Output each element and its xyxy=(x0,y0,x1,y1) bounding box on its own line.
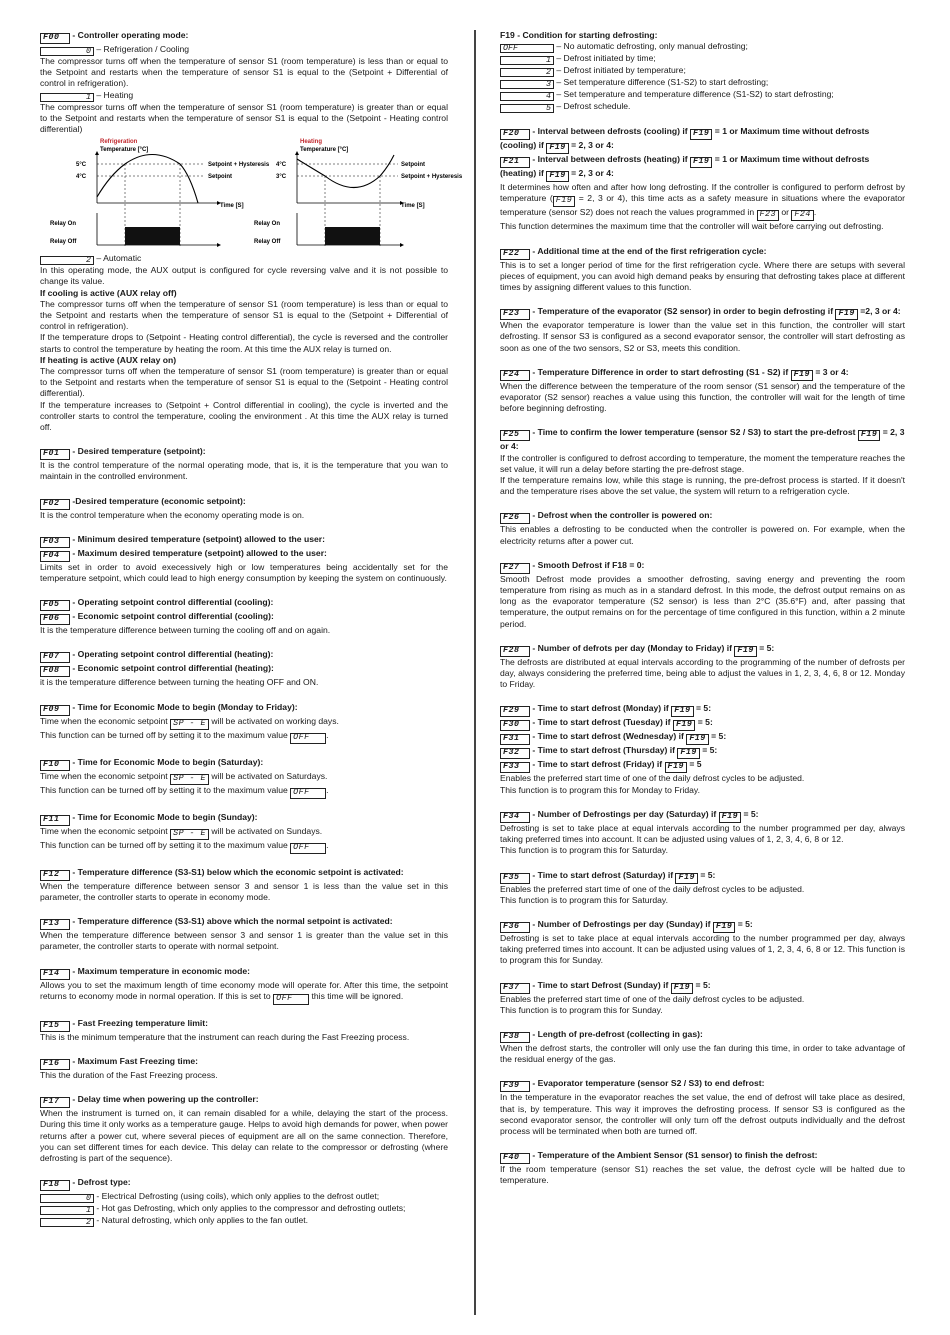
param-code: F01 xyxy=(40,449,70,460)
section-f18 xyxy=(40,1177,448,1227)
param-code: F11 xyxy=(40,815,70,826)
section-title: - Smooth Defrost if F18 = 0: xyxy=(532,559,645,570)
section-title: = 2, 3 or 4: xyxy=(571,168,614,179)
param-code: F19 xyxy=(690,157,712,168)
param-code: F19 xyxy=(734,646,756,657)
label-setpoint: Setpoint xyxy=(208,174,232,181)
section-f35 xyxy=(500,870,905,906)
section-title: = 5: xyxy=(697,717,713,728)
text: Time when the economic setpoint xyxy=(40,715,168,726)
paragraph: It is the control temperature when the economy operating mode is on. xyxy=(40,509,305,520)
section-f07 xyxy=(40,649,448,688)
text: Time when the economic setpoint xyxy=(40,825,168,836)
option-value: 1 xyxy=(40,93,94,102)
paragraph: Enables the preferred start time of one of the daily defrost cycles to be adjusted. xyxy=(500,773,805,784)
paragraph: When the instrument is turned on, it can remain disabled for a while, delaying the start of the process. During this time it only works as a temperature gauge. Helps to avoid high demands for power, when power returns after a power cut, where several pieces of equipment are all on the same connection. Therefore, you can set different times for each device. This delay can relate to the compressor or defrosting (where defrosting is part of the sequence). xyxy=(40,1108,448,1163)
text: will be activated on working days. xyxy=(211,715,339,726)
section-title: - Economic setpoint control differential (heating): xyxy=(72,663,274,674)
section-title: = 2, 3 or 4: xyxy=(571,140,614,151)
param-code: F19 xyxy=(690,129,712,140)
paragraph: The compressor turns off when the temperature of sensor S1 (room temperature) is less than or equal to the Setpoint and restarts when the temperature of sensor S1 is equal to the (Setpoint + Differential of control in refrigeration). xyxy=(40,298,448,332)
section-title: = 3 or 4: xyxy=(815,366,849,377)
section-f29 xyxy=(500,703,905,795)
section-title: - Temperature of the evaporator (S2 sensor) in order to begin defrosting if xyxy=(532,306,834,317)
label-time: Time [S] xyxy=(220,203,244,210)
section-f34 xyxy=(500,809,905,857)
label-setpoint-hysteresis: Setpoint + Hysteresis xyxy=(208,162,270,169)
section-title: - Interval between defrosts (heating) if xyxy=(532,154,688,165)
param-code: OFF xyxy=(290,843,326,854)
section-title: - Time to confirm the lower temperature (sensor S2 / S3) to start the pre-defrost xyxy=(532,427,856,438)
paragraph: Defrosting is set to take place at equal intervals according to the number programmed per day, always taking preferred times into account. It can be adjusted using values of 1, 2, 3, 4, 6, 8 or 12. xyxy=(500,822,905,845)
section-title: - Time to start Defrost (Sunday) if xyxy=(532,979,669,990)
param-code: F37 xyxy=(500,983,530,994)
param-code: F25 xyxy=(500,430,530,441)
heating-ylabel: Temperature [°C] xyxy=(300,147,349,154)
param-code: OFF xyxy=(273,994,309,1005)
text: will be activated on Saturdays. xyxy=(211,770,328,781)
text: . xyxy=(326,784,329,795)
param-code: F19 xyxy=(546,143,568,154)
paragraph: When the defrost starts, the controller will only use the fan during this time, in order to take advantage of the residual energy of the gas. xyxy=(500,1042,905,1065)
section-f22 xyxy=(500,246,905,294)
section-title: = 5: xyxy=(711,731,727,742)
option-value: 1 xyxy=(40,1206,94,1215)
section-f13 xyxy=(40,916,448,952)
option-value: 2 xyxy=(500,68,554,77)
section-title: - Temperature of the Ambient Sensor (S1 sensor) to finish the defrost: xyxy=(532,1150,818,1161)
subheading: If heating is active (AUX relay on) xyxy=(40,354,177,365)
section-title: = 5 xyxy=(689,759,702,770)
section-title: - Length of pre-defrost (collecting in gas): xyxy=(532,1028,703,1039)
section-f24 xyxy=(500,367,905,415)
param-code: OFF xyxy=(290,733,326,744)
text: This function can be turned off by setting it to the maximum value xyxy=(40,839,288,850)
section-f00 xyxy=(40,30,463,433)
label-relay-on: Relay On xyxy=(50,221,77,228)
section-title: - Additional time at the end of the first refrigeration cycle: xyxy=(532,245,767,256)
section-f17 xyxy=(40,1094,448,1164)
heating-chart xyxy=(254,139,463,247)
section-f15 xyxy=(40,1018,448,1043)
section-f12 xyxy=(40,867,448,903)
paragraph: This the duration of the Fast Freezing process. xyxy=(40,1069,218,1080)
text: . xyxy=(813,207,817,218)
section-f26 xyxy=(500,510,905,546)
param-code: F19 xyxy=(677,748,699,759)
section-f40 xyxy=(500,1150,905,1186)
text: . xyxy=(326,729,329,740)
text: or xyxy=(781,207,789,218)
heating-title: Heating xyxy=(300,139,323,146)
param-code: F19 xyxy=(791,370,813,381)
param-code: F36 xyxy=(500,922,530,933)
param-code: F33 xyxy=(500,762,530,773)
param-code: SP - E xyxy=(170,829,209,840)
param-code: F19 xyxy=(673,720,695,731)
section-title: = 5: xyxy=(737,918,753,929)
option-value: 1 xyxy=(500,56,554,65)
charts-svg xyxy=(40,137,463,249)
paragraph: When the temperature difference between sensor 3 and sensor 1 is greater than the value set in this parameter, the controller starts to operate with normal setpoint. xyxy=(40,930,448,952)
option-label: – Set temperature and temperature difference (S1-S2) to start defrosting; xyxy=(556,89,834,100)
section-f36 xyxy=(500,919,905,967)
section-f03 xyxy=(40,534,448,584)
option-label: – Defrost initiated by time; xyxy=(556,53,656,64)
section-title: - Time for Economic Mode to begin (Sunday): xyxy=(72,811,258,822)
section-title: - Time to start defrost (Saturday) if xyxy=(532,869,674,880)
section-title: - Maximum Fast Freezing time: xyxy=(72,1055,198,1066)
section-f16 xyxy=(40,1056,448,1081)
section-f23 xyxy=(500,306,905,354)
param-code: F17 xyxy=(40,1097,70,1108)
param-code: SP - E xyxy=(170,719,209,730)
param-code: F14 xyxy=(40,969,70,980)
label-time: Time [S] xyxy=(401,203,425,210)
text: will be activated on Sundays. xyxy=(211,825,323,836)
option-label: – Set temperature difference (S1-S2) to start defrosting; xyxy=(556,77,769,88)
label-relay-off: Relay Off xyxy=(50,239,77,246)
paragraph: When the evaporator temperature is lower than the value set in this function, the controller will start defrosting. If sensor S3 is configured as a second evaporator sensor, the controller will start defrosting as soon as one of the two sensors, S2 or S3, meets this condition. xyxy=(500,320,905,353)
paragraph: The compressor turns off when the temperature of sensor S1 (room temperature) is greater than or equal to the Setpoint and restarts when the temperature of sensor S1 is equal to the (Setpoint - Heating control differential) xyxy=(40,101,448,135)
paragraph: It is the control temperature of the normal operating mode, that is, it is the temperature that you wan to maintain in the controlled environment. xyxy=(40,460,448,482)
param-code: F35 xyxy=(500,873,530,884)
param-code: F15 xyxy=(40,1021,70,1032)
paragraph: Limits set in order to avoid execessively high or low temperatures being accidentally set for the temperature setpoint, which could lead to high energy consumption by keeping the system on continuously. xyxy=(40,561,448,584)
section-f25 xyxy=(500,427,905,497)
paragraph: The defrosts are distributed at equal intervals according to the programming of the number of defrosts per day, always considering the preferred time, being able to adjust the values in 1, 2, 3, 4, 6, 8 or 12. Monday to Friday. xyxy=(500,656,905,690)
paragraph: Enables the preferred start time of one of the daily defrost cycles to be adjusted. xyxy=(500,883,805,894)
paragraph: If the temperature increases to (Setpoint + Control differential in cooling), the cycle is inverted and the controller starts to control the temperature, cooling the environment . At this time the AUX relay is turned off. xyxy=(40,399,448,433)
param-code: OFF xyxy=(290,788,326,799)
text: this time will be ignored. xyxy=(311,990,404,1001)
param-code: F31 xyxy=(500,734,530,745)
column-divider xyxy=(474,30,476,1315)
refrigeration-chart xyxy=(50,139,270,247)
param-code: F19 xyxy=(671,706,693,717)
param-code: F39 xyxy=(500,1081,530,1092)
section-title: - Number of Defrostings per day (Sunday) if xyxy=(532,918,711,929)
param-code: F07 xyxy=(40,652,70,663)
section-title: - Number of defrots per day (Monday to Friday) if xyxy=(532,642,732,653)
paragraph: If the room temperature (sensor S1) reaches the set value, the defrost cycle will be halted due to temperature. xyxy=(500,1164,905,1186)
param-code: F20 xyxy=(500,129,530,140)
param-code: SP - E xyxy=(170,774,209,785)
option-label: – Heating xyxy=(96,89,134,100)
param-code: F29 xyxy=(500,706,530,717)
param-code: F32 xyxy=(500,748,530,759)
section-title: - Maximum desired temperature (setpoint) allowed to the user: xyxy=(72,547,327,558)
paragraph: In the temperature in the evaporator reaches the set value, the end of defrost will take place as desired, that is, by temperature. This way it improves the defrosting process. If sensor S3 is configured as the second evaporator sensor, the controller will only turn off the defrost outputs individually and the defrost process will be terminated when both are turned off. xyxy=(500,1092,905,1136)
param-code: F19 xyxy=(675,873,697,884)
option-value: 5 xyxy=(500,104,554,113)
section-title: - Fast Freezing temperature limit: xyxy=(72,1017,209,1028)
paragraph: If the controller is configured to defrost according to temperature, the moment the temperature reaches the set value, it will run a delay before starting the pre-defrost stage. xyxy=(500,452,905,474)
label-setpoint: Setpoint xyxy=(401,162,425,169)
section-f10 xyxy=(40,757,448,799)
param-code: F23 xyxy=(500,309,530,320)
paragraph: This enables a defrosting to be conducted when the controller is powered on. For example, when the electricity returns after a power cut. xyxy=(500,524,905,546)
mode-charts xyxy=(40,137,463,249)
param-code: F38 xyxy=(500,1032,530,1043)
option-value: 0 xyxy=(40,1194,94,1203)
section-title: - Defrost when the controller is powered on: xyxy=(532,510,713,521)
section-f19 xyxy=(500,30,905,113)
section-f11 xyxy=(40,812,448,854)
param-code: F19 xyxy=(713,922,735,933)
param-code: F03 xyxy=(40,537,70,548)
param-code: F19 xyxy=(553,196,575,207)
section-f39 xyxy=(500,1078,905,1137)
param-code: F09 xyxy=(40,705,70,716)
param-code: F12 xyxy=(40,870,70,881)
section-f37 xyxy=(500,980,905,1016)
option-label: – Defrost schedule. xyxy=(556,101,631,112)
section-title: - Number of Defrostings per day (Saturday) if xyxy=(532,808,717,819)
param-code: F19 xyxy=(686,734,708,745)
label-relay-off: Relay Off xyxy=(254,239,281,246)
param-code: F02 xyxy=(40,499,70,510)
section-title: = 1 or Maximum time without defrosts (heating) if xyxy=(500,154,870,179)
section-title: =2, 3 or 4: xyxy=(860,306,901,317)
section-title: = 2, 3 or 4: xyxy=(500,427,905,452)
section-title: - Time to start defrost (Monday) if xyxy=(532,703,669,714)
param-code: F16 xyxy=(40,1059,70,1070)
section-title: - Defrost type: xyxy=(72,1177,131,1188)
section-title: - Time to start defrost (Tuesday) if xyxy=(532,717,671,728)
paragraph: This is to set a longer period of time for the first refrigeration cycle. Where there are setups with several pieces of equipment, you can avoid high demand peaks by ensuring that defrosting takes place at different times by assigning different values to this function. xyxy=(500,259,905,293)
param-code: F24 xyxy=(791,210,813,221)
param-code: F10 xyxy=(40,760,70,771)
param-code: F23 xyxy=(757,210,779,221)
section-title: - Time for Economic Mode to begin (Saturday): xyxy=(72,756,264,767)
param-code: F19 xyxy=(546,171,568,182)
section-title: - Temperature difference (S3-S1) below which the economic setpoint is activated: xyxy=(72,866,404,877)
tick-5c: 5°C xyxy=(76,162,87,169)
section-title: = 5: xyxy=(695,979,711,990)
section-title: = 5: xyxy=(759,642,775,653)
section-title: = 5: xyxy=(702,745,718,756)
option-value: 2 xyxy=(40,1218,94,1227)
section-title: - Time to start defrost (Thursday) if xyxy=(532,745,675,756)
param-code: F08 xyxy=(40,666,70,677)
text: This function can be turned off by setting it to the maximum value xyxy=(40,784,288,795)
section-title: - Economic setpoint control differential (cooling): xyxy=(72,611,274,622)
param-code: F19 xyxy=(835,309,857,320)
paragraph: The compressor turns off when the temperature of sensor S1 (room temperature) is less than or equal to the Setpoint and restarts when the temperature of sensor S1 is equal to the (Setpoint + Differential of control in refrigeration). xyxy=(40,56,448,89)
text: Time when the economic setpoint xyxy=(40,770,168,781)
option-label: – No automatic defrosting, only manual defrosting; xyxy=(556,41,748,52)
text: Allows you to set the maximum length of time economy mode will operate for. After this time, the setpoint returns to economy mode in normal operation. If this is set to xyxy=(40,979,448,1001)
section-title: - Time for Economic Mode to begin (Monday to Friday): xyxy=(72,701,298,712)
param-code: F13 xyxy=(40,919,70,930)
paragraph: This function is to program this for Saturday. xyxy=(500,845,668,856)
subheading: If cooling is active (AUX relay off) xyxy=(40,287,177,298)
param-code: F26 xyxy=(500,513,530,524)
paragraph: When the difference between the temperature of the room sensor (S1 sensor) and the temperature of the evaporator (S2 sensor) reaches a value using this function, the controller will wait for the length of time before beginning defrosting. xyxy=(500,380,905,414)
param-code: F06 xyxy=(40,614,70,625)
section-title: - Temperature difference (S3-S1) above which the normal setpoint is activated: xyxy=(72,916,393,927)
section-f27 xyxy=(500,560,905,630)
label-setpoint-hysteresis: Setpoint + Hysteresis xyxy=(401,174,463,181)
param-code: F19 xyxy=(719,812,741,823)
paragraph: It is the temperature difference between turning the cooling off and on again. xyxy=(40,625,331,636)
section-title: - Operating setpoint control differential (cooling): xyxy=(72,597,274,608)
param-code: F04 xyxy=(40,551,70,562)
option-value: 2 xyxy=(40,256,94,265)
paragraph: This is the minimum temperature that the instrument can reach during the Fast Freezing process. xyxy=(40,1031,410,1042)
section-title: = 1 or Maximum time without defrosts (cooling) if xyxy=(500,126,870,151)
option-value: 4 xyxy=(500,92,554,101)
param-code: F30 xyxy=(500,720,530,731)
refrigeration-title: Refrigeration xyxy=(100,139,138,146)
paragraph: This function is to program this for Sunday. xyxy=(500,1004,663,1015)
paragraph: If the temperature remains low, while this stage is running, the pre-defrost process is started. If it doesn't and the temperature rises above the set value, the system will return to a refrigeration cycle. xyxy=(500,475,905,497)
tick-3c: 3°C xyxy=(276,174,287,181)
option-label: – Defrost initiated by temperature; xyxy=(556,65,686,76)
paragraph: This function determines the maximum time that the controller will wait before carrying out defrosting. xyxy=(500,221,884,232)
section-title: - Delay time when powering up the controller: xyxy=(72,1094,259,1105)
param-code: F24 xyxy=(500,370,530,381)
section-f01 xyxy=(40,446,448,482)
section-f38 xyxy=(500,1029,905,1065)
label-relay-on: Relay On xyxy=(254,221,281,228)
param-code: F22 xyxy=(500,249,530,260)
section-title: - Operating setpoint control differential (heating): xyxy=(72,649,274,660)
text: = 2, 3 or 4), this time acts as a safety measure in situations where the evaporator temperature (sensor S2) does not reach the values programmed in xyxy=(500,193,906,218)
section-title: F19 - Condition for starting defrosting: xyxy=(500,30,658,40)
option-label: – Refrigeration / Cooling xyxy=(96,44,190,54)
section-title: - Time to start defrost (Friday) if xyxy=(532,759,663,770)
param-code: F19 xyxy=(665,762,687,773)
text: It determines how often and after how long defrosting. If the controller is configured to perform defrost by temperature ( xyxy=(500,182,905,204)
section-f14 xyxy=(40,966,448,1005)
section-f05 xyxy=(40,597,448,636)
param-code: F05 xyxy=(40,600,70,611)
param-code: F19 xyxy=(671,983,693,994)
section-title: -Desired temperature (economic setpoint): xyxy=(72,495,246,506)
paragraph: The compressor turns off when the temperature of sensor S1 (room temperature) is greater than or equal to the Setpoint and restarts when the temperature of sensor S1 is equal to the (Setpoint - Heating control differential). xyxy=(40,366,448,399)
param-code: F18 xyxy=(40,1180,70,1191)
section-title: - Desired temperature (setpoint): xyxy=(72,446,206,457)
paragraph: In this operating mode, the AUX output is configured for cycle reversing valve and it is not possible to change its value. xyxy=(40,265,448,287)
section-f28 xyxy=(500,643,905,691)
section-title: - Evaporator temperature (sensor S2 / S3) to end defrost: xyxy=(532,1078,765,1089)
section-title: - Interval between defrosts (cooling) if xyxy=(532,126,688,137)
section-title: = 5: xyxy=(743,808,759,819)
paragraph: Smooth Defrost mode provides a smoother defrosting, saving energy and preventing the room temperature from rising as much as in a standard defrost. In this mode, the defrost output remains on as long as the evaporator temperature (S2 sensor) is less than 2°C (35.6°F) and, after passing that temperature, the output remains on for the percentage of time configured in this function, within a 2 minute period. xyxy=(500,573,905,629)
param-code: F21 xyxy=(500,157,530,168)
option-label: - Electrical Defrosting (using coils), which only applies to the defrost outlet; xyxy=(96,1191,380,1202)
option-label: – Automatic xyxy=(96,253,142,264)
option-label: - Natural defrosting, which only applies to the fan outlet. xyxy=(96,1215,309,1226)
paragraph: it is the temperature difference between turning the heating OFF and ON. xyxy=(40,677,319,688)
right-column xyxy=(500,30,905,1200)
section-title: - Minimum desired temperature (setpoint) allowed to the user: xyxy=(72,533,325,544)
section-f09 xyxy=(40,702,448,744)
section-f20 xyxy=(500,126,905,232)
text: . xyxy=(326,839,329,850)
section-title: = 5: xyxy=(696,703,712,714)
paragraph: This function is to program this for Saturday. xyxy=(500,894,668,905)
text: This function can be turned off by setting it to the maximum value xyxy=(40,729,288,740)
section-title: - Time to start defrost (Wednesday) if xyxy=(532,731,684,742)
option-value: OFF xyxy=(500,44,554,53)
param-code: F40 xyxy=(500,1153,530,1164)
paragraph: Enables the preferred start time of one of the daily defrost cycles to be adjusted. xyxy=(500,993,805,1004)
section-f02 xyxy=(40,496,448,521)
section-title: - Maximum temperature in economic mode: xyxy=(72,965,251,976)
paragraph: If the temperature drops to (Setpoint - Heating control differential), the cycle is reversed and the controller starts to control the temperature by heating the room. At this time the AUX relay is turned on. xyxy=(40,332,448,354)
paragraph: Defrosting is set to take place at equal intervals according to the number programmed per day, always taking preferred times into account. It can be adjusted using values of 1, 2, 3, 4, 6, 8 or 12. This function is to program this for Sunday. xyxy=(500,932,905,966)
param-code: F28 xyxy=(500,646,530,657)
section-title: = 5: xyxy=(700,869,716,880)
param-code: F19 xyxy=(858,430,880,441)
section-title: - Controller operating mode: xyxy=(72,30,189,40)
tick-4c: 4°C xyxy=(276,162,287,169)
param-code: F34 xyxy=(500,812,530,823)
refrigeration-ylabel: Temperature [°C] xyxy=(100,147,149,154)
option-value: 0 xyxy=(40,47,94,56)
paragraph: This function is to program this for Monday to Friday. xyxy=(500,784,700,795)
paragraph: When the temperature difference between sensor 3 and sensor 1 is less than the value set in this parameter, the controller starts to operate in economy mode. xyxy=(40,880,448,902)
param-code: F00 xyxy=(40,33,70,44)
tick-4c: 4°C xyxy=(76,174,87,181)
section-title: - Temperature Difference in order to start defrosting (S1 - S2) if xyxy=(532,366,789,377)
left-column xyxy=(40,30,463,1240)
param-code: F27 xyxy=(500,563,530,574)
option-label: - Hot gas Defrosting, which only applies to the compressor and defrosting outlets; xyxy=(96,1203,406,1214)
option-value: 3 xyxy=(500,80,554,89)
